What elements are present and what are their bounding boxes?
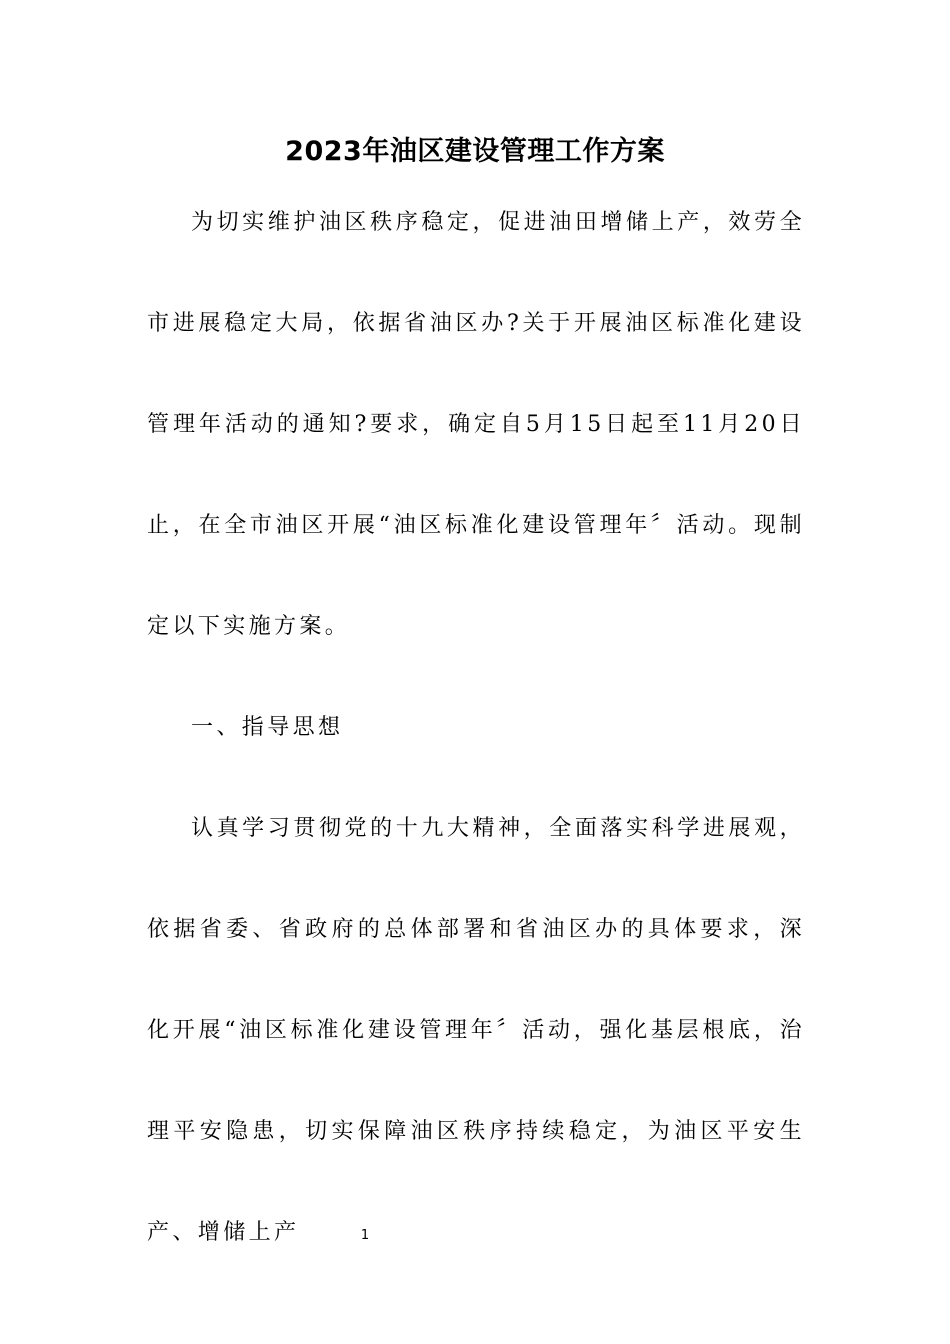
section-paragraph: 认真学习贯彻党的十九大精神，全面落实科学进展观，依据省委、省政府的总体部署和省油区办的具体要求，深化开展“油区标准化建设管理年〞活动，强化基层根底，治理平安隐患，切实保障油区秩序持续稳定，为油区平安生产、增储上产 [147, 816, 805, 1245]
section-heading: 一、指导思想 [191, 715, 344, 740]
page-number: 1 [360, 1228, 370, 1243]
document-body [147, 172, 805, 1283]
intro-paragraph: 为切实维护油区秩序稳定，促进油田增储上产，效劳全市进展稳定大局，依据省油区办?关于开展油区标准化建设管理年活动的通知?要求，确定自5月15日起至11月20日止，在全市油区开展“油区标准化建设管理年〞活动。现制定以下实施方案。 [147, 210, 805, 639]
document-title: 2023年油区建设管理工作方案 [285, 136, 665, 167]
